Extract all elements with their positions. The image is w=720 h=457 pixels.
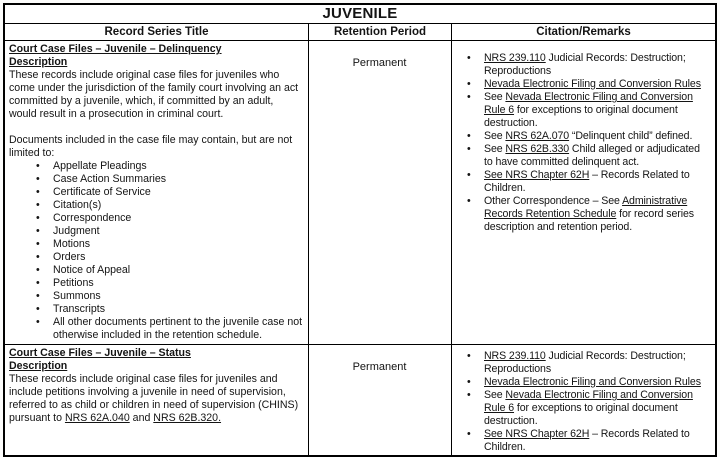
record-row [5, 345, 715, 455]
text-run: Judicial Records: Destruction; Reproductions [484, 350, 686, 375]
column-header-row [5, 24, 715, 41]
text-run: – Records Related to Children. [484, 428, 690, 453]
citation-reference: See NRS Chapter 62H [484, 428, 590, 440]
document-type-item [9, 303, 303, 316]
document-type-item [9, 160, 303, 173]
text-run: Other Correspondence – See [484, 195, 623, 207]
citation-item [456, 130, 711, 143]
text-run: – Records Related to Children. [484, 169, 690, 194]
text-run: Certificate of Service [53, 186, 151, 198]
text-run: These records include original case files for juveniles and include petitions involving a juvenile in need of supervision, referred to as child or children in need of supervision (CHINS) pursuant to [9, 373, 299, 424]
citation-item [456, 169, 711, 195]
col-header-retention-period: Retention Period [308, 24, 451, 40]
text-run: for exceptions to original document destruction. [484, 402, 678, 427]
citation-item [456, 195, 711, 234]
citation-reference: Nevada Electronic Filing and Conversion Rules [484, 376, 701, 388]
document-type-item [9, 238, 303, 251]
record-series-paragraph [9, 134, 303, 160]
document-type-item [9, 251, 303, 264]
citation-item [456, 350, 711, 376]
document-type-item [9, 290, 303, 303]
record-series-paragraph [9, 69, 303, 121]
citation-item [456, 52, 711, 78]
document-type-item [9, 199, 303, 212]
citation-reference: NRS 239.110 [484, 350, 546, 362]
text-run: Petitions [53, 277, 94, 289]
text-run: See [484, 130, 506, 142]
text-run: Correspondence [53, 212, 132, 224]
citation-item [456, 91, 711, 130]
citation-remarks-cell [451, 345, 715, 455]
text-run: Citation(s) [53, 199, 102, 211]
text-run: These records include original case files for juveniles who come under the jurisdiction of the family court involving an act committed by a juvenile, which, if committed by an adult, would result in a prosecution in criminal court. [9, 69, 299, 120]
record-row [5, 41, 715, 345]
citation-reference: NRS 239.110 [484, 52, 546, 64]
citation-reference: Nevada Electronic Filing and Conversion Rules [484, 78, 701, 90]
col-header-record-series-title: Record Series Title [104, 26, 209, 38]
text-run: Judicial Records: Destruction; Reproductions [484, 52, 686, 77]
citation-reference: Nevada Electronic Filing and Conversion Rule 6 [484, 91, 693, 116]
citation-item [456, 143, 711, 169]
citation-item [456, 428, 711, 454]
spacer [9, 121, 303, 134]
record-series-heading: Description [9, 360, 68, 372]
retention-period-value: Permanent [352, 361, 407, 373]
citation-reference: Administrative Records Retention Schedule [484, 195, 688, 220]
document-type-list [9, 160, 303, 342]
document-type-item [9, 225, 303, 238]
text-run: for record series description and retention period. [484, 208, 694, 233]
citation-remarks-cell [451, 41, 715, 344]
text-run: See [484, 91, 506, 103]
text-run: Motions [53, 238, 91, 250]
document-type-item [9, 212, 303, 225]
text-run: Orders [53, 251, 86, 263]
citation-reference: See NRS Chapter 62H [484, 169, 590, 181]
record-series-heading: Court Case Files – Juvenile – Status [9, 347, 191, 359]
text-run: Notice of Appeal [53, 264, 131, 276]
text-run: for exceptions to original document destruction. [484, 104, 678, 129]
record-series-paragraph [9, 373, 303, 425]
text-run: All other documents pertinent to the juvenile case not otherwise included in the retention schedule. [53, 316, 303, 341]
text-run: and [129, 412, 154, 424]
retention-period-value: Permanent [352, 57, 407, 69]
table-title: JUVENILE [5, 5, 715, 24]
citation-item [456, 389, 711, 428]
document-type-item [9, 277, 303, 290]
citation-reference: NRS 62A.040 [64, 412, 130, 424]
text-run: “Delinquent child” defined. [569, 130, 693, 142]
document-type-item [9, 316, 303, 342]
text-run: See [484, 389, 506, 401]
retention-period-cell [308, 41, 451, 344]
citation-reference: NRS 62B.320. [153, 412, 222, 424]
record-series-heading: Description [9, 56, 68, 68]
record-series-heading: Court Case Files – Juvenile – Delinquency [9, 43, 222, 55]
citation-reference: NRS 62A.070 [505, 130, 570, 142]
retention-schedule-table [3, 3, 717, 457]
record-series-cell [5, 345, 308, 455]
document-type-item [9, 173, 303, 186]
text-run: Child alleged or adjudicated to have committed delinquent act. [484, 143, 700, 168]
retention-period-cell [308, 345, 451, 455]
records-body [5, 41, 715, 455]
document-type-item [9, 186, 303, 199]
text-run: Transcripts [53, 303, 105, 315]
citation-item [456, 376, 711, 389]
citation-reference: Nevada Electronic Filing and Conversion Rule 6 [484, 389, 693, 414]
text-run: See [484, 143, 506, 155]
text-run: Summons [53, 290, 101, 302]
text-run: Judgment [53, 225, 100, 237]
citation-reference: NRS 62B.330 [505, 143, 570, 155]
col-header-citation-remarks: Citation/Remarks [451, 24, 715, 40]
text-run: Documents included in the case file may contain, but are not limited to: [9, 134, 293, 159]
text-run: Appellate Pleadings [53, 160, 147, 172]
record-series-cell [5, 41, 308, 344]
citation-item [456, 78, 711, 91]
document-type-item [9, 264, 303, 277]
text-run: Case Action Summaries [53, 173, 167, 185]
